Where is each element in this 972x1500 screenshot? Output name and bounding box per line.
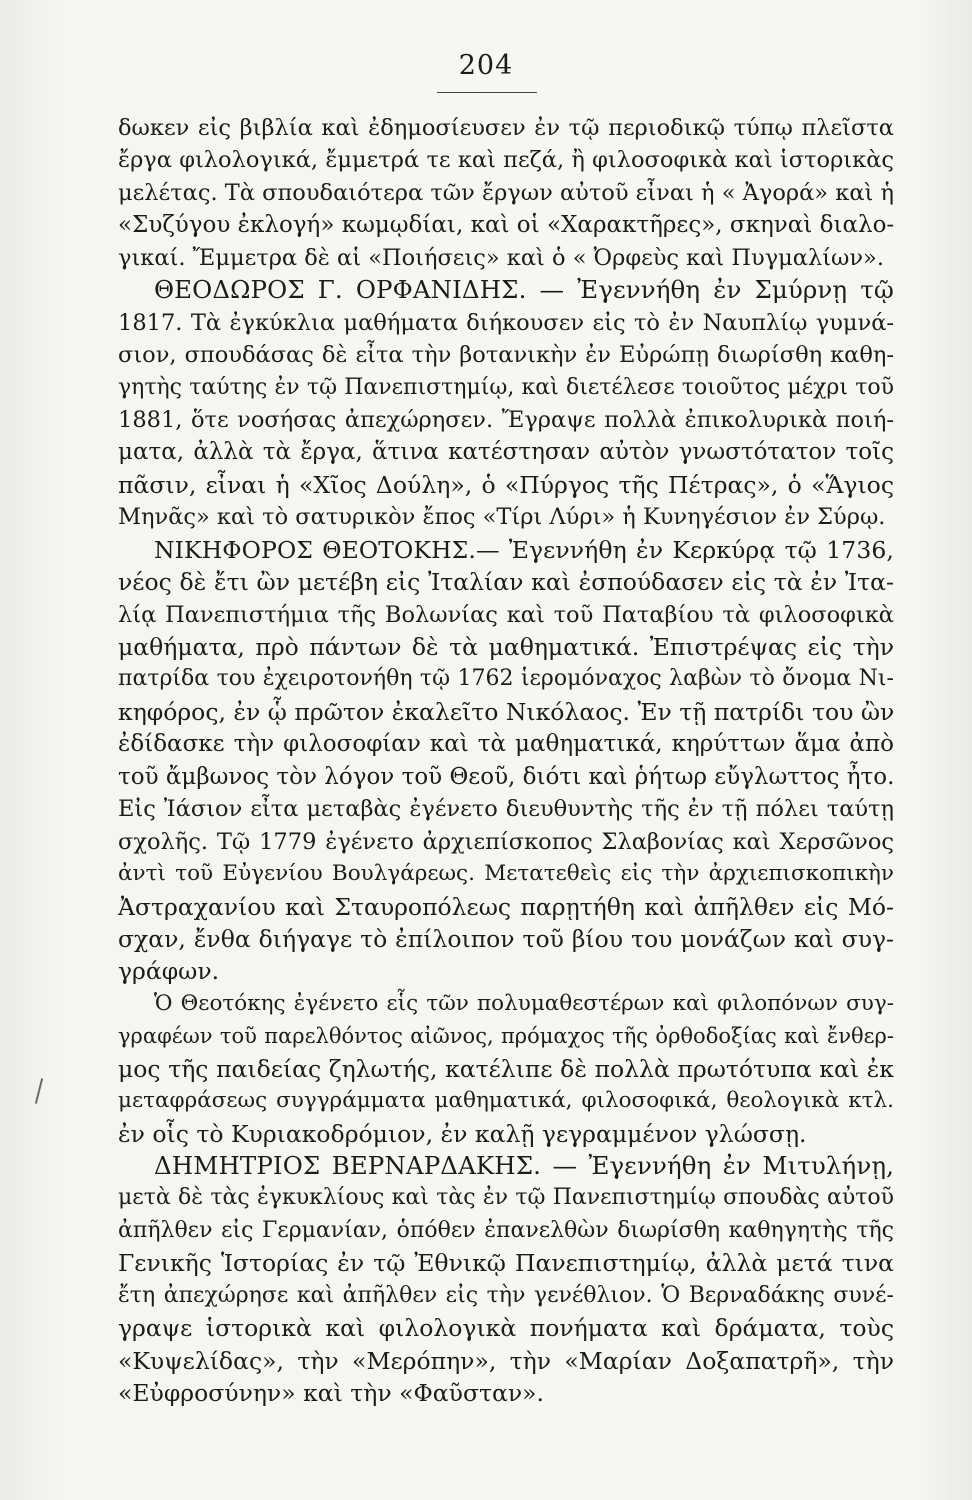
text-line: μος τῆς παιδείας ζηλωτής, κατέλιπε δὲ πολλὰ πρωτότυπα καὶ ἐκ xyxy=(118,1054,894,1083)
text-line: ΘΕΟΔΩΡΟΣ Γ. ΟΡΦΑΝΙΔΗΣ. — Ἐγεννήθη ἐν Σμύρνῃ τῷ xyxy=(154,275,894,305)
page-number-rule xyxy=(437,92,537,93)
text-line: ἐδίδασκε τὴν φιλοσοφίαν καὶ τὰ μαθηματικά, κηρύττων ἅμα ἀπὸ xyxy=(118,731,894,758)
text-line: «Συζύγου ἐκλογή» κωμῳδίαι, καὶ οἱ «Χαρακτῆρες», σκηναὶ διαλο- xyxy=(118,212,894,239)
text-line: ἀντὶ τοῦ Εὐγενίου Βουλγάρεως. Μετατεθεὶς εἰς τὴν ἀρχιεπισκοπικὴν xyxy=(118,861,894,887)
text-line: τοῦ ἄμβωνος τὸν λόγον τοῦ Θεοῦ, διότι καὶ ῥήτωρ εὔγλωττος ἦτο. xyxy=(118,763,894,790)
text-line: ἀπῆλθεν εἰς Γερμανίαν, ὁπόθεν ἐπανελθὼν διωρίσθη καθηγητὴς τῆς xyxy=(118,1217,894,1243)
text-line: ἐν οἷς τὸ Κυριακοδρόμιον, ἐν καλῇ γεγραμμένον γλώσσῃ. xyxy=(118,1119,807,1148)
text-line: δωκεν εἰς βιβλία καὶ ἐδημοσίευσεν ἐν τῷ περιοδικῷ τύπῳ πλεῖστα xyxy=(118,115,894,141)
text-line: Γενικῆς Ἱστορίας ἐν τῷ Ἐθνικῷ Πανεπιστημίῳ, ἀλλὰ μετά τινα xyxy=(118,1249,894,1278)
text-line: γητὴς ταύτης ἐν τῷ Πανεπιστημίῳ, καὶ διετέλεσε τοιοῦτος μέχρι τοῦ xyxy=(118,374,894,400)
text-line: πᾶσιν, εἶναι ἡ «Χῖος Δούλη», ὁ «Πύργος τῆς Πέτρας», ὁ «Ἅγιος xyxy=(118,470,894,499)
text-line: ΔΗΜΗΤΡΙΟΣ ΒΕΡΝΑΡΔΑΚΗΣ. — Ἐγεννήθη ἐν Μιτυλήνῃ, xyxy=(154,1151,894,1180)
text-line: γραφέων τοῦ παρελθόντος αἰῶνος, πρόμαχος τῆς ὀρθοδοξίας καὶ ἔνθερ- xyxy=(118,1024,894,1049)
text-line: Ὁ Θεοτόκης ἐγένετο εἷς τῶν πολυμαθεστέρων καὶ φιλοπόνων συγ- xyxy=(154,990,894,1016)
text-line: ἔργα φιλολογικά, ἔμμετρά τε καὶ πεζά, ἢ φιλοσοφικὰ καὶ ἱστορικὰς xyxy=(118,147,894,174)
text-line: ΝΙΚΗΦΟΡΟΣ ΘΕΟΤΟΚΗΣ.— Ἐγεννήθη ἐν Κερκύρᾳ τῷ 1736, xyxy=(154,535,894,564)
text-line: 1817. Τὰ ἐγκύκλια μαθήματα διήκουσεν εἰς τὸ ἐν Ναυπλίῳ γυμνά- xyxy=(118,309,894,336)
margin-mark xyxy=(35,1078,43,1104)
text-line: σιον, σπουδάσας δὲ εἶτα τὴν βοτανικὴν ἐν Εὐρώπῃ διωρίσθη καθη- xyxy=(118,342,894,369)
text-line: πατρίδα του ἐχειροτονήθη τῷ 1762 ἱερομόναχος λαβὼν τὸ ὄνομα Νι- xyxy=(118,666,894,692)
body-text xyxy=(118,112,894,1410)
text-line: ματα, ἀλλὰ τὰ ἔργα, ἅτινα κατέστησαν αὐτὸν γνωστότατον τοῖς xyxy=(118,439,894,466)
text-line: λίᾳ Πανεπιστήμια τῆς Βολωνίας καὶ τοῦ Παταβίου τὰ φιλοσοφικὰ xyxy=(118,601,894,628)
text-line: Μηνᾶς» καὶ τὸ σατυρικὸν ἔπος «Τίρι Λύρι» ἡ Κυνηγέσιον ἐν Σύρῳ. xyxy=(118,504,886,531)
text-line: «Εὐφροσύνην» καὶ τὴν «Φαῦσταν». xyxy=(118,1379,544,1408)
text-line: ἔτη ἀπεχώρησε καὶ ἀπῆλθεν εἰς τὴν γενέθλιον. Ὁ Βερναδάκης συνέ- xyxy=(118,1282,894,1308)
text-line: κηφόρος, ἐν ᾧ πρῶτον ἐκαλεῖτο Νικόλαος. Ἐν τῇ πατρίδι του ὢν xyxy=(118,697,894,726)
text-line: μεταφράσεως συγγράμματα μαθηματικά, φιλοσοφικά, θεολογικὰ κτλ. xyxy=(118,1088,894,1114)
text-line: μελέτας. Τὰ σπουδαιότερα τῶν ἔργων αὐτοῦ εἶναι ἡ « Ἀγορά» καὶ ἡ xyxy=(118,179,894,206)
text-line: Εἰς Ἰάσιον εἶτα μεταβὰς ἐγένετο διευθυντὴς τῆς ἐν τῇ πόλει ταύτῃ xyxy=(118,796,894,823)
text-line: Ἀστραχανίου καὶ Σταυροπόλεως παρῃτήθη καὶ ἀπῆλθεν εἰς Μό- xyxy=(118,892,894,921)
page-number: 204 xyxy=(458,50,514,81)
text-line: «Κυψελίδας», τὴν «Μερόπην», τὴν «Μαρίαν Δοξαπατρῆ», τὴν xyxy=(118,1346,894,1375)
text-line: σχολῆς. Τῷ 1779 ἐγένετο ἀρχιεπίσκοπος Σλαβονίας καὶ Χερσῶνος xyxy=(118,828,894,855)
text-line: γικαί. Ἔμμετρα δὲ αἱ «Ποιήσεις» καὶ ὁ « Ὀρφεὺς καὶ Πυγμαλίων». xyxy=(118,244,884,271)
text-line: μαθήματα, πρὸ πάντων δὲ τὰ μαθηματικά. Ἐπιστρέψας εἰς τὴν xyxy=(118,633,894,661)
text-line: νέος δὲ ἔτι ὢν μετέβη εἰς Ἰταλίαν καὶ ἐσπούδασεν εἰς τὰ ἐν Ἰτα- xyxy=(118,568,894,597)
text-line: μετὰ δὲ τὰς ἐγκυκλίους καὶ τὰς ἐν τῷ Πανεπιστημίῳ σπουδὰς αὐτοῦ xyxy=(118,1185,894,1211)
text-line: 1881, ὅτε νοσήσας ἀπεχώρησεν. Ἔγραψε πολλὰ ἐπικολυρικὰ ποιή- xyxy=(118,406,894,433)
text-line: γράφων. xyxy=(118,957,220,986)
text-line: σχαν, ἔνθα διήγαγε τὸ ἐπίλοιπον τοῦ βίου του μονάζων καὶ συγ- xyxy=(118,924,894,953)
text-line: γραψε ἱστορικὰ καὶ φιλολογικὰ πονήματα καὶ δράματα, τοὺς xyxy=(118,1314,894,1343)
